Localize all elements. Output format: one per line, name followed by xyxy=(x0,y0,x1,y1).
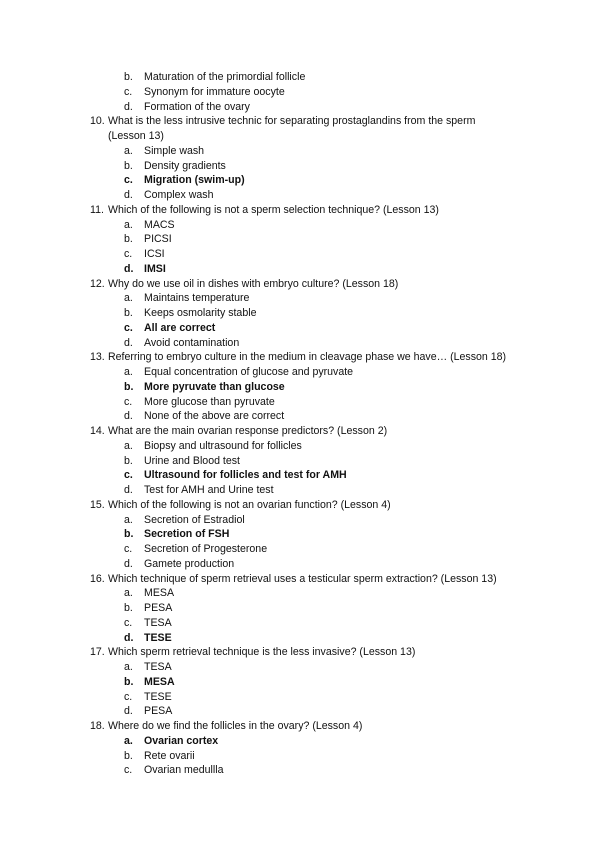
option-text: Secretion of Estradiol xyxy=(144,513,245,526)
option-text: Ovarian cortex xyxy=(144,734,219,747)
question-line xyxy=(0,572,600,587)
option-text: TESE xyxy=(144,631,172,644)
question-text: Which of the following is not an ovarian function? (Lesson 4) xyxy=(108,498,391,511)
answer-option xyxy=(0,439,600,454)
option-letter: a. xyxy=(124,734,133,747)
option-text: PESA xyxy=(144,705,173,718)
option-text: Migration (swim-up) xyxy=(144,174,245,187)
answer-option xyxy=(0,704,600,719)
option-text: MESA xyxy=(144,675,175,688)
answer-option xyxy=(0,763,600,778)
option-text: Ovarian medullla xyxy=(144,764,224,777)
answer-option xyxy=(0,395,600,410)
question-continuation xyxy=(0,129,600,144)
option-text: Rete ovarii xyxy=(144,749,195,762)
option-letter: b. xyxy=(124,71,133,83)
option-text: More glucose than pyruvate xyxy=(144,395,275,408)
option-text: More pyruvate than glucose xyxy=(144,380,285,393)
answer-option xyxy=(0,409,600,424)
option-letter: b. xyxy=(124,380,134,393)
option-text: Secretion of FSH xyxy=(144,528,230,541)
option-text: Avoid contamination xyxy=(144,336,240,349)
answer-option xyxy=(0,218,600,233)
question-number: 11. xyxy=(90,203,104,216)
answer-option-correct xyxy=(0,380,600,395)
question-line xyxy=(0,719,600,734)
option-letter: c. xyxy=(124,248,133,260)
answer-option xyxy=(0,557,600,572)
question-text: Where do we find the follicles in the ovary? (Lesson 4) xyxy=(108,720,363,732)
option-text: MACS xyxy=(144,218,175,231)
question-text: Which technique of sperm retrieval uses a testicular sperm extraction? (Lesson 13) xyxy=(108,572,497,585)
answer-option xyxy=(0,601,600,616)
answer-option xyxy=(0,542,600,557)
answer-option xyxy=(0,70,600,85)
option-letter: a. xyxy=(124,587,133,600)
question-line xyxy=(0,114,600,129)
question-text: Which of the following is not a sperm selection technique? (Lesson 13) xyxy=(108,203,439,216)
option-letter: a. xyxy=(124,292,133,305)
question-text: What is the less intrusive technic for separating prostaglandins from the sperm xyxy=(108,115,476,128)
option-text: Test for AMH and Urine test xyxy=(144,484,274,496)
answer-option-correct xyxy=(0,675,600,690)
option-letter: d. xyxy=(124,484,133,496)
option-text: TESA xyxy=(144,616,172,629)
option-letter: b. xyxy=(124,307,133,319)
option-letter: b. xyxy=(124,749,133,762)
answer-option-correct xyxy=(0,173,600,188)
option-text: Density gradients xyxy=(144,159,226,172)
option-letter: c. xyxy=(124,764,133,777)
answer-option xyxy=(0,232,600,247)
option-letter: d. xyxy=(124,336,133,349)
option-letter: d. xyxy=(124,262,134,275)
question-line xyxy=(0,424,600,439)
question-number: 16. xyxy=(90,572,105,585)
answer-option-correct xyxy=(0,734,600,749)
option-letter: d. xyxy=(124,100,133,113)
answer-option-correct xyxy=(0,468,600,483)
option-letter: d. xyxy=(124,557,133,570)
question-number: 18. xyxy=(90,720,105,732)
answer-option xyxy=(0,513,600,528)
option-letter: a. xyxy=(124,439,133,452)
option-letter: d. xyxy=(124,410,133,423)
answer-option xyxy=(0,365,600,380)
option-letter: c. xyxy=(124,321,133,334)
question-text: Referring to embryo culture in the medium in cleavage phase we have… (Lesson 18) xyxy=(108,351,507,364)
option-letter: a. xyxy=(124,366,133,378)
answer-option xyxy=(0,616,600,631)
option-text: Simple wash xyxy=(144,144,205,157)
question-text: Which sperm retrieval technique is the less invasive? (Lesson 13) xyxy=(108,646,416,659)
option-text: Equal concentration of glucose and pyruvate xyxy=(144,366,354,378)
option-text: ICSI xyxy=(144,248,165,260)
question-number: 15. xyxy=(90,498,105,511)
answer-option xyxy=(0,100,600,115)
option-letter: c. xyxy=(124,543,133,555)
question-line xyxy=(0,645,600,660)
answer-option xyxy=(0,586,600,601)
answer-option xyxy=(0,306,600,321)
document-page xyxy=(0,70,600,778)
option-text: Biopsy and ultrasound for follicles xyxy=(144,439,302,452)
question-line xyxy=(0,498,600,513)
answer-option xyxy=(0,188,600,203)
option-letter: c. xyxy=(124,616,133,629)
answer-option xyxy=(0,483,600,498)
answer-option xyxy=(0,247,600,262)
option-text: MESA xyxy=(144,587,175,600)
question-number: 12. xyxy=(90,277,105,290)
answer-option xyxy=(0,336,600,351)
option-letter: a. xyxy=(124,144,133,157)
question-number: 13. xyxy=(90,351,105,364)
question-number: 17. xyxy=(90,646,105,659)
option-letter: b. xyxy=(124,675,134,688)
question-line xyxy=(0,203,600,218)
option-text: Keeps osmolarity stable xyxy=(144,307,257,319)
answer-option-correct xyxy=(0,321,600,336)
answer-option xyxy=(0,454,600,469)
option-text: Maturation of the primordial follicle xyxy=(144,71,306,83)
option-text: Gamete production xyxy=(144,557,235,570)
question-text: What are the main ovarian response predictors? (Lesson 2) xyxy=(108,425,388,437)
option-letter: a. xyxy=(124,661,133,673)
answer-option xyxy=(0,690,600,705)
question-number: 10. xyxy=(90,115,105,128)
option-text: Ultrasound for follicles and test for AMH xyxy=(144,469,347,482)
answer-option xyxy=(0,85,600,100)
option-letter: d. xyxy=(124,705,133,718)
option-letter: c. xyxy=(124,85,133,98)
question-line xyxy=(0,350,600,365)
option-text: PICSI xyxy=(144,233,172,246)
option-letter: b. xyxy=(124,454,133,467)
option-text: None of the above are correct xyxy=(144,410,285,423)
option-letter: c. xyxy=(124,174,133,187)
answer-option xyxy=(0,749,600,764)
option-letter: d. xyxy=(124,189,133,201)
option-text: TESA xyxy=(144,661,172,673)
option-letter: c. xyxy=(124,469,133,482)
option-text: Complex wash xyxy=(144,189,214,201)
option-letter: a. xyxy=(124,218,133,231)
option-letter: c. xyxy=(124,395,133,408)
option-letter: b. xyxy=(124,528,134,541)
answer-option-correct xyxy=(0,262,600,277)
option-text: PESA xyxy=(144,602,173,614)
option-text: Formation of the ovary xyxy=(144,100,250,113)
question-text: Why do we use oil in dishes with embryo culture? (Lesson 18) xyxy=(108,277,399,290)
option-letter: a. xyxy=(124,513,133,526)
answer-option xyxy=(0,159,600,174)
question-number: 14. xyxy=(90,425,105,437)
option-letter: b. xyxy=(124,602,133,614)
answer-option-correct xyxy=(0,527,600,542)
question-text: (Lesson 13) xyxy=(108,130,164,142)
answer-option xyxy=(0,660,600,675)
answer-option-correct xyxy=(0,631,600,646)
option-letter: c. xyxy=(124,690,133,703)
question-line xyxy=(0,277,600,292)
option-text: All are correct xyxy=(144,321,216,334)
option-text: IMSI xyxy=(144,262,166,275)
answer-option xyxy=(0,144,600,159)
answer-option xyxy=(0,291,600,306)
option-letter: b. xyxy=(124,233,133,246)
option-text: Maintains temperature xyxy=(144,292,250,305)
option-text: Synonym for immature oocyte xyxy=(144,85,285,98)
option-text: TESE xyxy=(144,690,172,703)
option-text: Urine and Blood test xyxy=(144,454,240,467)
option-letter: d. xyxy=(124,631,134,644)
option-text: Secretion of Progesterone xyxy=(144,543,268,555)
option-letter: b. xyxy=(124,159,133,172)
